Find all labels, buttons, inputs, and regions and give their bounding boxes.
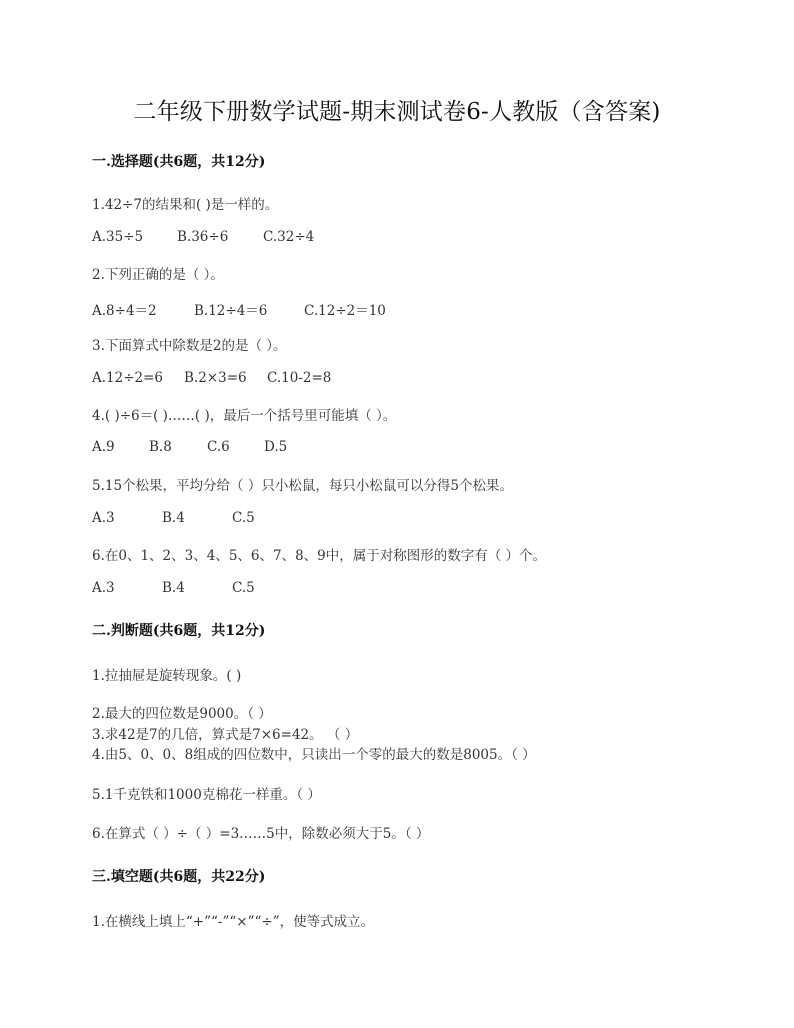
question-1: 1.42÷7的结果和( )是一样的。 — [92, 197, 279, 213]
question-3: 3.下面算式中除数是2的是（ ）。 — [92, 338, 287, 354]
option-b: B.4 — [162, 580, 185, 596]
judge-item-6: 6.在算式（ ）÷（ ）=3……5中，除数必须大于5。（ ） — [92, 826, 430, 842]
option-c: C.5 — [232, 580, 255, 596]
option-d: D.5 — [264, 439, 288, 455]
section-heading-fill: 三.填空题(共6题，共22分) — [92, 869, 266, 885]
option-b: B.4 — [162, 510, 185, 526]
option-c: C.5 — [232, 510, 255, 526]
option-a: A.9 — [92, 439, 115, 455]
page-title: 二年级下册数学试题-期末测试卷6-人教版（含答案) — [133, 99, 661, 125]
judge-item-4: 4.由5、0、0、8组成的四位数中，只读出一个零的最大的数是8005。（ ） — [92, 747, 536, 763]
judge-item-5: 5.1千克铁和1000克棉花一样重。（ ） — [92, 787, 321, 803]
section-heading-judge: 二.判断题(共6题，共12分) — [92, 623, 266, 639]
option-a: A.35÷5 — [92, 229, 144, 245]
option-b: B.2×3=6 — [184, 370, 247, 386]
option-c: C.32÷4 — [263, 229, 315, 245]
option-a: A.8÷4＝2 — [92, 303, 157, 319]
question-5-options — [92, 510, 255, 526]
option-a: A.3 — [92, 510, 115, 526]
option-b: B.36÷6 — [177, 229, 229, 245]
option-c: C.10-2=8 — [267, 370, 332, 386]
option-a: A.3 — [92, 580, 115, 596]
section-heading-choice: 一.选择题(共6题，共12分) — [92, 154, 266, 170]
question-3-options — [92, 370, 331, 386]
question-2-options — [92, 299, 386, 319]
judge-item-3: 3.求42是7的几倍，算式是7×6=42。 （ ） — [92, 727, 359, 743]
question-4: 4.( )÷6＝( )……( )，最后一个括号里可能填（ ）。 — [92, 408, 397, 424]
option-b: B.8 — [149, 439, 172, 455]
fill-item-1: 1.在横线上填上“+”“-”“×”“÷”，使等式成立。 — [92, 914, 375, 930]
question-6-options — [92, 580, 255, 596]
question-6: 6.在0、1、2、3、4、5、6、7、8、9中，属于对称图形的数字有（ ）个。 — [92, 548, 547, 564]
option-b: B.12÷4＝6 — [194, 303, 268, 319]
option-c: C.6 — [207, 439, 230, 455]
option-a: A.12÷2=6 — [92, 370, 164, 386]
question-2: 2.下列正确的是（ ）。 — [92, 267, 224, 283]
judge-item-1: 1.拉抽屉是旋转现象。( ) — [92, 668, 242, 684]
judge-item-2: 2.最大的四位数是9000。（ ） — [92, 706, 272, 722]
question-4-options — [92, 439, 287, 455]
question-1-options — [92, 229, 314, 245]
option-c: C.12÷2＝10 — [304, 303, 386, 319]
question-5: 5.15个松果，平均分给（ ）只小松鼠，每只小松鼠可以分得5个松果。 — [92, 478, 513, 494]
